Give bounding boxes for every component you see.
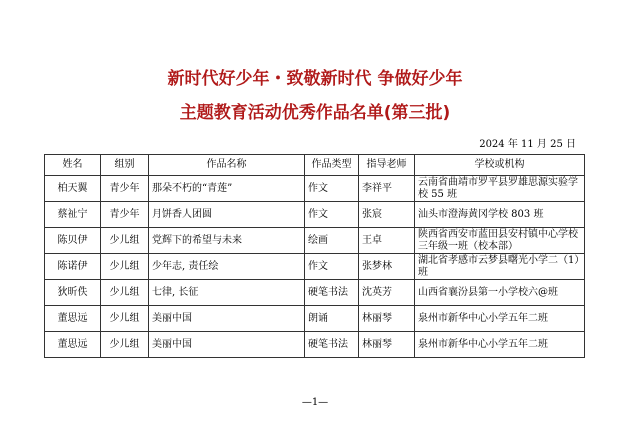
- cell-work: 那朵不朽的“青莲”: [149, 176, 305, 202]
- header-teacher: 指导老师: [359, 155, 415, 176]
- cell-group: 青少年: [101, 202, 149, 228]
- cell-group: 少儿组: [101, 280, 149, 306]
- cell-school: 湖北省孝感市云梦县曙光小学二（1）班: [415, 254, 585, 280]
- cell-work: 美丽中国: [149, 306, 305, 332]
- cell-name: 陈贝伊: [45, 228, 101, 254]
- cell-school: 山西省襄汾县第一小学校六@班: [415, 280, 585, 306]
- cell-group: 少儿组: [101, 306, 149, 332]
- cell-work: 党辉下的希望与未来: [149, 228, 305, 254]
- cell-teacher: 林丽琴: [359, 332, 415, 358]
- table-row: [45, 176, 585, 202]
- cell-school: 云南省曲靖市罗平县罗雄思源实验学校 55 班: [415, 176, 585, 202]
- cell-teacher: 沈英芳: [359, 280, 415, 306]
- cell-name: 董思远: [45, 306, 101, 332]
- cell-name: 董思远: [45, 332, 101, 358]
- cell-work: 七律, 长征: [149, 280, 305, 306]
- cell-name: 柏天翼: [45, 176, 101, 202]
- cell-school: 泉州市新华中心小学五年二班: [415, 332, 585, 358]
- cell-name: 狄昕佚: [45, 280, 101, 306]
- document-title-line1: 新时代好少年・致敬新时代 争做好少年: [167, 69, 463, 89]
- table-row: [45, 306, 585, 332]
- cell-work: 月饼香人团圆: [149, 202, 305, 228]
- table-row: [45, 332, 585, 358]
- cell-work: 美丽中国: [149, 332, 305, 358]
- cell-teacher: 张梦林: [359, 254, 415, 280]
- cell-type: 作文: [305, 202, 359, 228]
- cell-teacher: 林丽琴: [359, 306, 415, 332]
- cell-type: 作文: [305, 176, 359, 202]
- cell-type: 朗诵: [305, 306, 359, 332]
- cell-group: 少儿组: [101, 332, 149, 358]
- cell-work: 少年志, 责任绘: [149, 254, 305, 280]
- cell-school: 汕头市澄海黄冈学校 803 班: [415, 202, 585, 228]
- page-number: —1—: [301, 397, 329, 408]
- header-type: 作品类型: [305, 155, 359, 176]
- cell-teacher: 张宸: [359, 202, 415, 228]
- cell-school: 泉州市新华中心小学五年二班: [415, 306, 585, 332]
- cell-group: 青少年: [101, 176, 149, 202]
- header-work: 作品名称: [149, 155, 305, 176]
- table-row: [45, 280, 585, 306]
- table-header-row: [45, 155, 585, 176]
- cell-name: 陈诺伊: [45, 254, 101, 280]
- cell-group: 少儿组: [101, 254, 149, 280]
- table-row: [45, 202, 585, 228]
- cell-group: 少儿组: [101, 228, 149, 254]
- table-row: [45, 228, 585, 254]
- cell-name: 蔡祉宁: [45, 202, 101, 228]
- cell-teacher: 李祥平: [359, 176, 415, 202]
- cell-school: 陕西省西安市蓝田县安村镇中心学校三年级一班（校本部）: [415, 228, 585, 254]
- header-group: 组别: [101, 155, 149, 176]
- cell-type: 绘画: [305, 228, 359, 254]
- cell-type: 硬笔书法: [305, 332, 359, 358]
- cell-type: 硬笔书法: [305, 280, 359, 306]
- table-row: [45, 254, 585, 280]
- cell-teacher: 王卓: [359, 228, 415, 254]
- works-table: [44, 154, 585, 358]
- document-date: 2024 年 11 月 25 日: [479, 139, 576, 150]
- header-name: 姓名: [45, 155, 101, 176]
- header-school: 学校或机构: [415, 155, 585, 176]
- document-title-line2: 主题教育活动优秀作品名单(第三批): [179, 103, 451, 123]
- cell-type: 作文: [305, 254, 359, 280]
